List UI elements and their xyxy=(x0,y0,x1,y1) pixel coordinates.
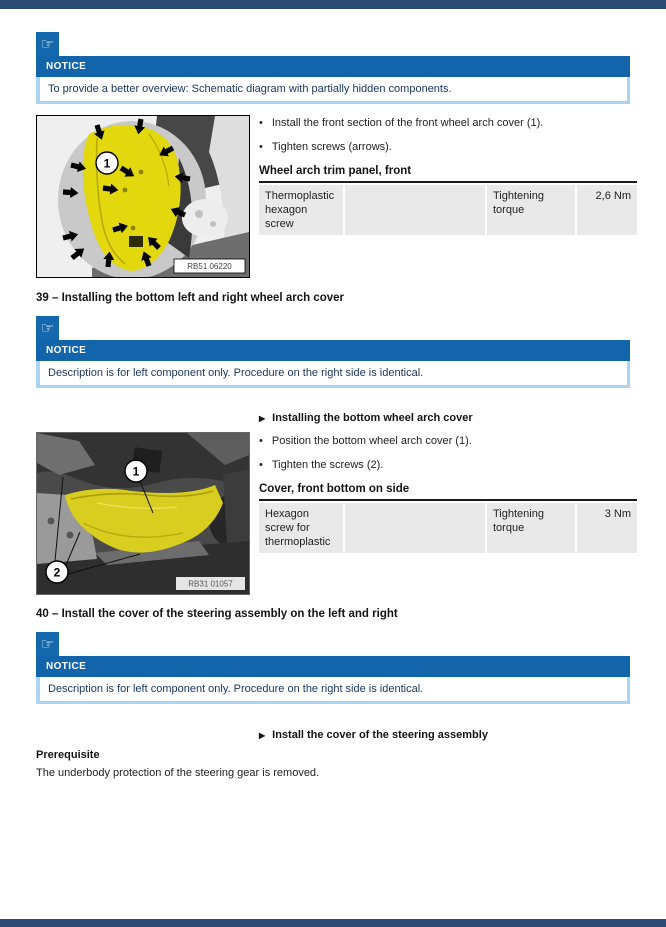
table-cell-value: 3 Nm xyxy=(577,503,637,554)
notice-hand-icon: ☞ xyxy=(36,316,59,340)
bullet-icon: • xyxy=(259,117,263,129)
notice-label: NOTICE xyxy=(46,345,87,356)
torque-table xyxy=(259,503,637,554)
bullet-icon: • xyxy=(259,141,263,154)
table-cell: Thermoplastic hexagon screw xyxy=(259,185,343,236)
subheading-text: Install the cover of the steering assembly xyxy=(272,729,488,741)
bottom-wheel-arch-illustration xyxy=(37,433,249,594)
table-cell xyxy=(345,185,485,236)
prerequisite-text: The underbody protection of the steering gear is removed. xyxy=(36,767,320,779)
torque-table-title: Cover, front bottom on side xyxy=(259,483,637,501)
instruction-text: Tighten screws (arrows). xyxy=(271,141,392,154)
figure-bottom-wheel-arch xyxy=(36,432,250,595)
callout-1 xyxy=(125,460,147,482)
steering-cover-instructions xyxy=(259,729,637,751)
section-39-heading: 39 – Installing the bottom left and right wheel arch cover xyxy=(36,292,345,304)
instruction-text: Install the front section of the front wheel arch cover (1). xyxy=(271,117,544,129)
callout-2 xyxy=(46,561,68,583)
notice-hand-icon: ☞ xyxy=(36,32,59,56)
notice-box-overview xyxy=(36,32,630,104)
prerequisite-label: Prerequisite xyxy=(36,749,100,761)
arrow-bullet-icon: ▶ xyxy=(259,414,266,423)
section-40-heading: 40 – Install the cover of the steering assembly on the left and right xyxy=(36,608,398,620)
procedure-subheading xyxy=(259,412,637,424)
torque-table xyxy=(259,185,637,236)
notice-body xyxy=(36,361,630,388)
page-top-rule xyxy=(0,0,666,9)
table-cell xyxy=(345,503,485,554)
list-item xyxy=(259,458,637,472)
figure-code-label xyxy=(176,577,245,590)
notice-text: Description is for left component only. Procedure on the right side is identical. xyxy=(40,361,627,385)
figure-front-wheel-arch xyxy=(36,115,250,278)
figure-code: RB31 01057 xyxy=(188,579,233,589)
front-arch-instructions xyxy=(259,116,637,235)
table-cell: Hexagon screw for thermoplastic xyxy=(259,503,343,554)
figure-code-label xyxy=(174,259,245,273)
bullet-icon: • xyxy=(259,459,263,472)
table-cell-value: 2,6 Nm xyxy=(577,185,637,236)
notice-body xyxy=(36,77,630,104)
list-item xyxy=(259,434,637,448)
notice-header xyxy=(36,340,630,361)
list-item xyxy=(259,116,637,130)
page-bottom-rule xyxy=(0,919,666,927)
notice-header xyxy=(36,656,630,677)
procedure-subheading xyxy=(259,729,637,741)
notice-text: Description is for left component only. Procedure on the right side is identical. xyxy=(40,677,627,701)
callout-1-number: 1 xyxy=(103,156,111,171)
notice-text: To provide a better overview: Schematic diagram with partially hidden components. xyxy=(40,77,627,101)
front-wheel-arch-illustration xyxy=(37,116,249,277)
notice-label: NOTICE xyxy=(46,661,87,672)
notice-box-left-component-2 xyxy=(36,632,630,704)
notice-header xyxy=(36,56,630,77)
callout-1-number: 1 xyxy=(132,464,140,479)
notice-label: NOTICE xyxy=(46,61,87,72)
list-item xyxy=(259,140,637,154)
notice-box-left-component xyxy=(36,316,630,388)
subheading-text: Installing the bottom wheel arch cover xyxy=(272,412,473,424)
table-cell: Tightening torque xyxy=(487,185,575,236)
callout-2-number: 2 xyxy=(53,565,61,580)
bullet-icon: • xyxy=(259,435,263,447)
callout-1 xyxy=(96,152,118,174)
instruction-text: Tighten the screws (2). xyxy=(271,459,384,472)
notice-body xyxy=(36,677,630,704)
table-cell: Tightening torque xyxy=(487,503,575,554)
arrow-bullet-icon: ▶ xyxy=(259,731,266,740)
figure-code: RB51 06220 xyxy=(187,262,232,271)
notice-hand-icon: ☞ xyxy=(36,632,59,656)
bottom-arch-instructions xyxy=(259,412,637,553)
instruction-text: Position the bottom wheel arch cover (1). xyxy=(271,435,472,447)
torque-table-title: Wheel arch trim panel, front xyxy=(259,165,637,183)
